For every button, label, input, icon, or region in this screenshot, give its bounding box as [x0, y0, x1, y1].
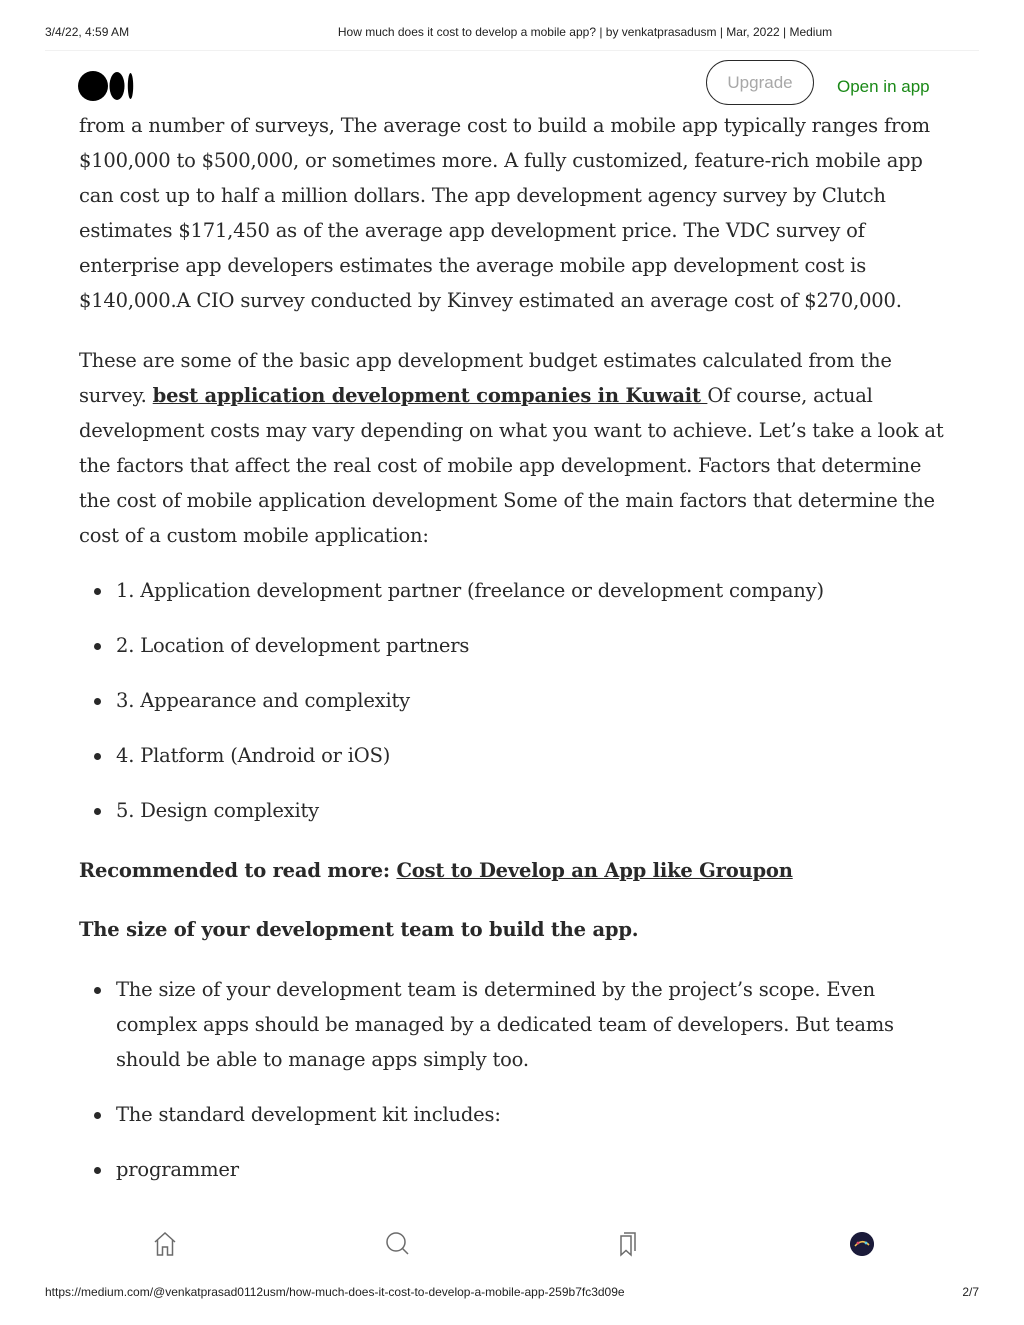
list-item: 4. Platform (Android or iOS)	[79, 738, 949, 773]
print-url: https://medium.com/@venkatprasad0112usm/how-much-does-it-cost-to-develop-a-mobile-app-259b7fc3d09e	[45, 1285, 625, 1299]
top-bar	[45, 50, 979, 116]
avatar-image	[850, 1232, 874, 1256]
list-item: programmer	[79, 1152, 949, 1187]
kuwait-companies-link[interactable]: best application development companies in Kuwait	[152, 384, 708, 407]
home-icon[interactable]	[150, 1229, 180, 1259]
groupon-cost-link[interactable]: Cost to Develop an App like Groupon	[396, 859, 793, 882]
print-datetime: 3/4/22, 4:59 AM	[45, 25, 130, 39]
list-item: 2. Location of development partners	[79, 628, 949, 663]
paragraph-text: These are some of the basic app development budget estimates calculated from the survey.	[79, 349, 892, 407]
print-page-number: 2/7	[962, 1285, 979, 1299]
print-title: How much does it cost to develop a mobile app? | by venkatprasadusm | Mar, 2022 | Medium	[337, 25, 833, 39]
paragraph-text: Of course, actual development costs may vary depending on what you want to achieve. Let’s take a look at the factors that affect the real cost of mobile app development. Factors that determine the cost of mobile application development Some of the main factors that determine the cost of a custom mobile application:	[79, 384, 944, 547]
upgrade-button[interactable]: Upgrade	[706, 60, 814, 105]
paragraph-factors-intro	[79, 343, 949, 553]
list-item: 3. Appearance and complexity	[79, 683, 949, 718]
search-icon[interactable]	[382, 1229, 412, 1259]
list-item: 5. Design complexity	[79, 793, 949, 828]
recommended-label: Recommended to read more:	[79, 859, 397, 882]
factors-list	[79, 573, 949, 828]
list-item: 1. Application development partner (freelance or development company)	[79, 573, 949, 608]
list-item: The standard development kit includes:	[79, 1097, 949, 1132]
print-footer	[0, 1285, 1024, 1301]
print-header	[0, 25, 1024, 41]
article-body	[79, 108, 949, 1207]
paragraph-survey-costs: from a number of surveys, The average cost to build a mobile app typically ranges from $100,000 to $500,000, or sometimes more. A fully customized, feature-rich mobile app can cost up to half a million dollars. The app development agency survey by Clutch estimates $171,450 as of the average app development price. The VDC survey of enterprise app developers estimates the average mobile app development cost is $140,000.A CIO survey conducted by Kinvey estimated an average cost of $270,000.	[79, 114, 930, 312]
bookmarks-icon[interactable]	[613, 1229, 643, 1259]
avatar[interactable]	[850, 1232, 874, 1256]
medium-logo-icon[interactable]	[78, 71, 138, 101]
list-item: The size of your development team is determined by the project’s scope. Even complex apps should be managed by a dedicated team of developers. But teams should be able to manage apps simply too.	[79, 972, 949, 1077]
team-list	[79, 972, 949, 1187]
recommended-read	[79, 853, 949, 888]
open-in-app-link[interactable]: Open in app	[837, 77, 930, 96]
team-size-heading: The size of your development team to build the app.	[79, 918, 639, 941]
bottom-nav	[45, 1225, 979, 1265]
